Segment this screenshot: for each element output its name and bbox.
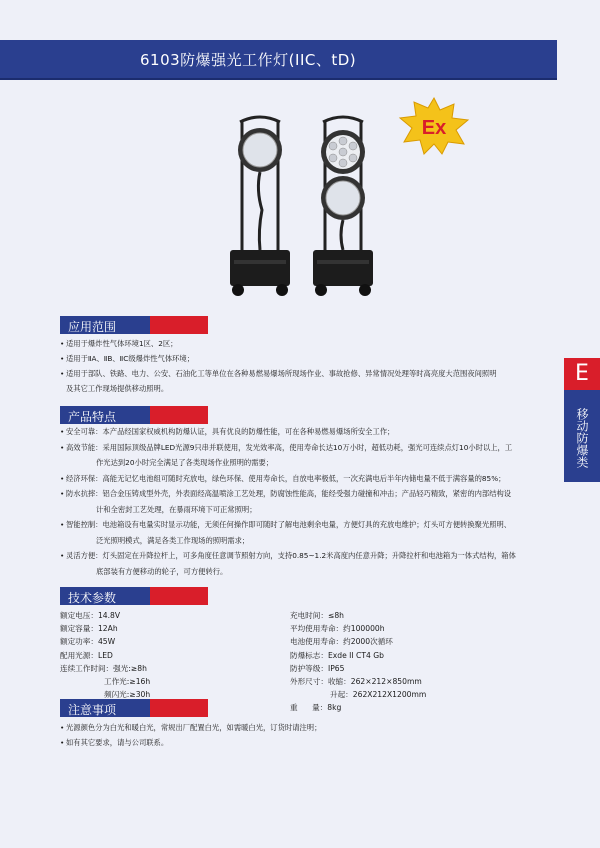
list-item: • 经济环保：高能无记忆电池组可随时充放电，绿色环保、使用寿命长，自放电率极低，一次充满电后半年内储电量不低于满容量的85%；	[60, 471, 550, 487]
spec-row: 平均使用寿命：约100000h	[290, 624, 385, 634]
spec-row: 外形尺寸：收缩：262×212×850mm	[290, 676, 422, 686]
scope-list	[60, 336, 550, 396]
scope-heading: 应用范围	[60, 316, 208, 334]
list-item: • 光源颜色分为白光和暖白光，常规出厂配置白光，如需暖白光，订货时请注明；	[60, 720, 550, 735]
category-label: 移动防爆类	[575, 408, 589, 468]
spec-row: 防爆标志：Exde II CT4 Gb	[290, 650, 384, 660]
spec-row: 防护等级：IP65	[290, 663, 345, 673]
spec-row: 重 量：8kg	[290, 703, 342, 713]
lamp-product-icon	[220, 110, 380, 300]
spec-row: 电池使用寿命：约2000次循环	[290, 637, 393, 647]
specs-left-column	[60, 609, 260, 701]
specs-right-column	[290, 609, 540, 715]
list-item: • 高效节能：采用国际顶级品牌LED光源9只串并联使用，发光效率高，使用寿命长达10万小时，超低功耗，强光可连续点灯10小时以上，工	[60, 440, 550, 456]
list-item: • 智能控制：电池箱设有电量实时显示功能，无须任何操作即可随时了解电池剩余电量，方便灯具的充放电维护；灯头可方便转换聚光照明、	[60, 517, 550, 533]
spec-row: 充电时间：≤8h	[290, 611, 344, 620]
notes-heading: 注意事项	[60, 699, 208, 717]
spec-row: 配用光源：LED	[60, 650, 113, 660]
list-item: • 灵活方便：灯头固定在升降拉杆上，可多角度任意调节照射方向，支持0.85~1.2米高度内任意升降；升降拉杆和电池箱为一体式结构，箱体	[60, 548, 550, 564]
category-side-tab	[564, 358, 600, 482]
spec-row: 连续工作时间：强光:≥8h	[60, 663, 147, 673]
spec-row: 升起：262X212X1200mm	[330, 690, 427, 700]
spec-row: 工作光:≥16h	[104, 676, 151, 686]
list-item-continued: 作光达到20小时完全满足了各类现场作业照明的需要；	[96, 458, 274, 467]
specs-heading: 技术参数	[60, 587, 208, 605]
list-item: • 安全可靠：本产品经国家权威机构防爆认证，具有优良的防爆性能，可在各种易燃易爆场所安全工作；	[60, 424, 550, 440]
spec-row: 额定电压：14.8V	[60, 611, 121, 620]
title-bar	[0, 40, 557, 80]
ex-logo-icon	[398, 96, 470, 156]
page-title: 6103防爆强光工作灯(IIC、tD)	[140, 51, 357, 69]
notes-list	[60, 720, 550, 750]
list-item-continued: 底部装有方便移动的轮子，可方便转行。	[96, 566, 228, 576]
list-item-continued: 及其它工作现场提供移动照明。	[66, 384, 169, 393]
spec-row: 额定容量：12Ah	[60, 624, 118, 634]
features-list	[60, 424, 550, 579]
list-item-continued: 计和全密封工艺处理，在暴雨环境下可正常照明；	[96, 504, 257, 514]
list-item: • 适用于部队、铁路、电力、公安、石油化工等单位在各种易燃易爆场所现场作业、事故抢修、异常情况处理等时高亮度大范围夜间照明	[60, 366, 550, 381]
spec-row: 额定功率：45W	[60, 637, 116, 647]
category-letter: E	[564, 358, 600, 390]
list-item: • 防水抗摔：铝合金压铸成型外壳，外表面经高温喷涂工艺处理，防腐蚀性能高，能经受强力碰撞和冲击；产品轻巧精致，紧密的内部结构设	[60, 486, 550, 502]
list-item: • 如有其它要求，请与公司联系。	[60, 735, 550, 750]
list-item-continued: 泛光照明模式，满足各类工作现场的照明需求；	[96, 535, 250, 545]
features-heading: 产品特点	[60, 406, 208, 424]
list-item: • 适用于ⅡA、ⅡB、ⅡC级爆炸性气体环境；	[60, 351, 550, 366]
spec-row: 频闪光:≥30h	[104, 690, 151, 700]
ex-logo-text: Ex	[421, 117, 447, 139]
list-item: • 适用于爆炸性气体环境1区、2区；	[60, 336, 550, 351]
